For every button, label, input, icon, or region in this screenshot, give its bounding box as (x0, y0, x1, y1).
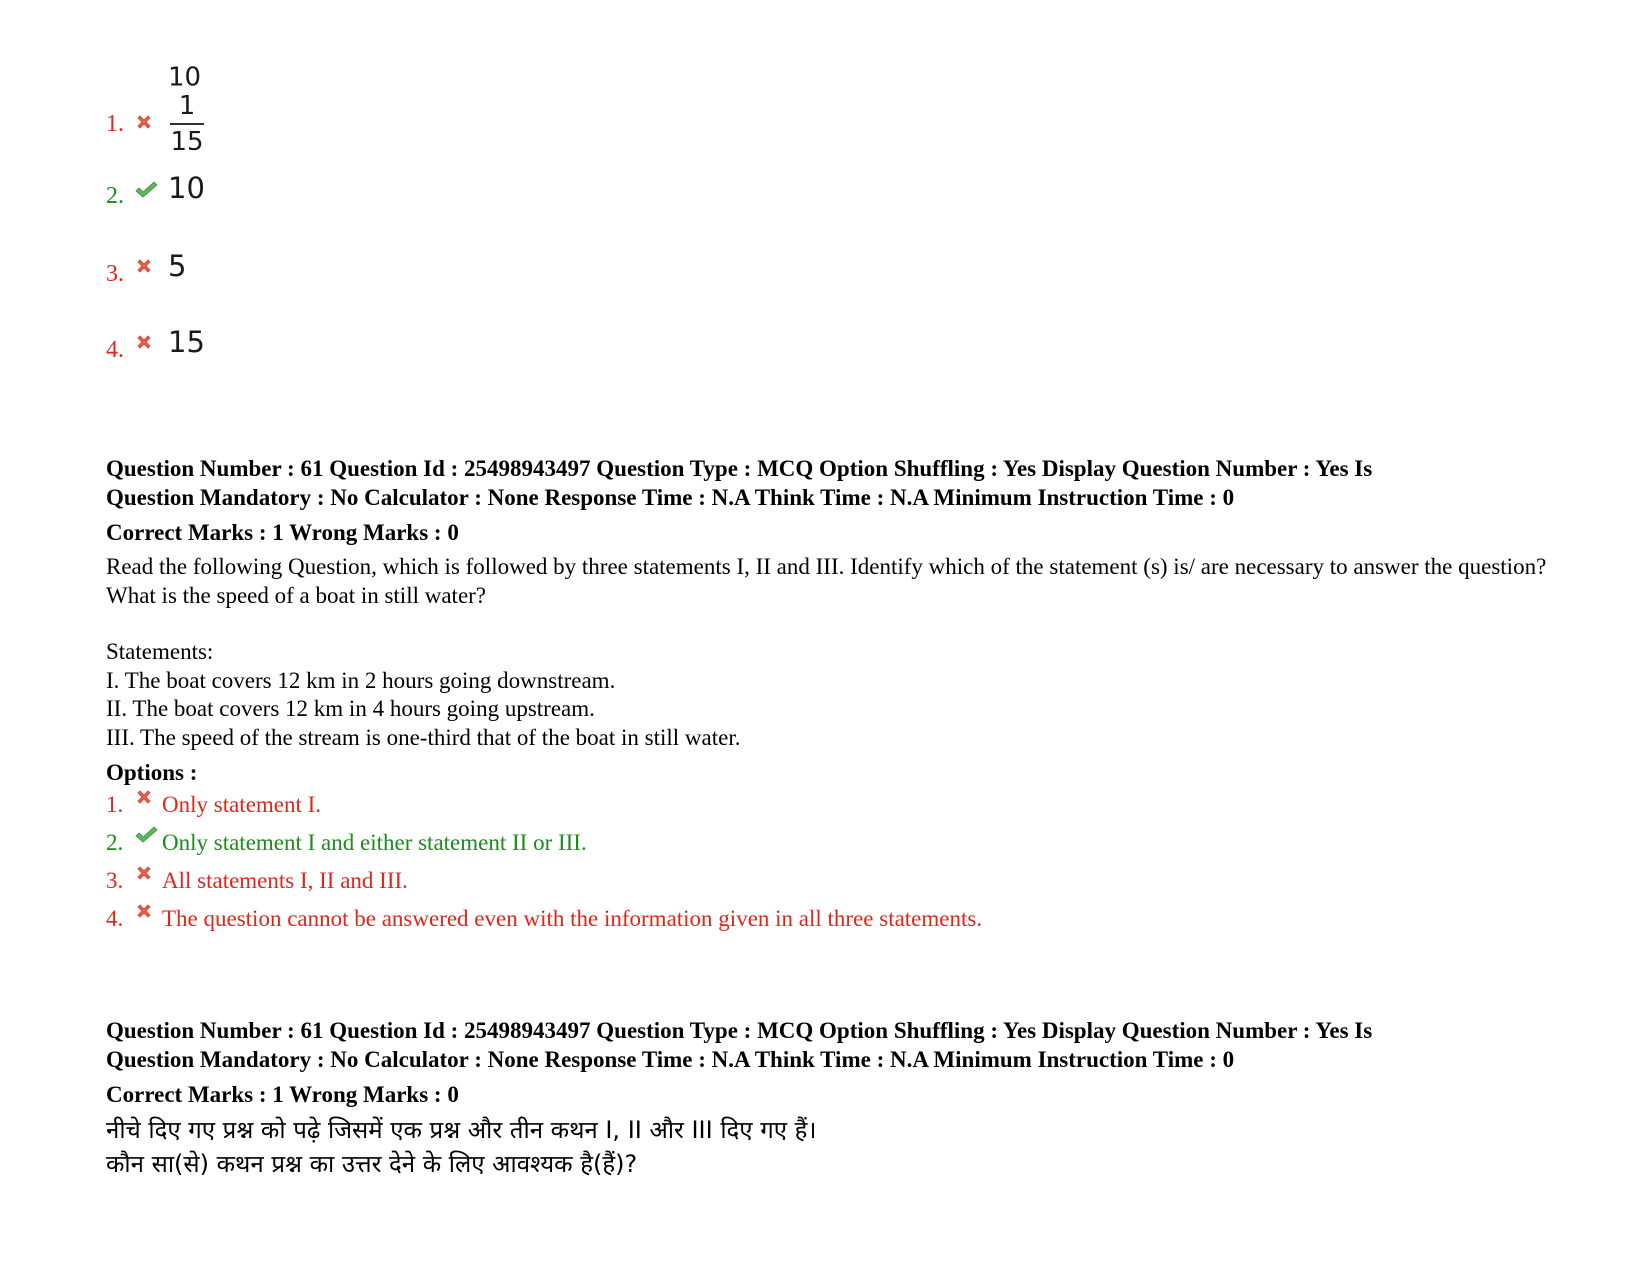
option-text: The question cannot be answered even with the information given in all three statements. (162, 906, 983, 931)
option-value (168, 62, 204, 155)
option-number: 2. (106, 830, 124, 855)
statement-2: II. The boat covers 12 km in 4 hours going upstream. (106, 696, 595, 721)
option-value: 5 (168, 249, 187, 283)
statement-1: I. The boat covers 12 km in 2 hours going downstream. (106, 667, 616, 693)
fraction (170, 90, 204, 157)
option-text: All statements I, II and III. (162, 868, 408, 893)
statements-label: Statements: (106, 639, 214, 664)
question-block-hindi (106, 1016, 1566, 1181)
question-text: What is the speed of a boat in still water? (106, 582, 487, 608)
hindi-prompt-line-1: नीचे दिए गए प्रश्न को पढ़े जिसमें एक प्रश्न और तीन कथन I, II और III दिए गए हैं। (106, 1116, 817, 1144)
mixed-number-whole: 10 (168, 62, 202, 93)
option-4 (106, 901, 1566, 939)
option-number: 1. (106, 792, 124, 817)
check-icon (134, 825, 158, 845)
option-1 (106, 787, 1566, 825)
question-meta-line-2: Question Mandatory : No Calculator : None Response Time : N.A Think Time : N.A Minimum Instruction Time : 0 (106, 485, 1235, 510)
cross-icon (134, 901, 154, 921)
cross-icon (134, 332, 154, 352)
statement-3: III. The speed of the stream is one-third that of the boat in still water. (106, 724, 741, 750)
option-number: 1. (106, 111, 124, 137)
option-number: 4. (106, 337, 124, 363)
question-prompt: Read the following Question, which is followed by three statements I, II and III. Identify which of the statement (s) is/ are necessary to answer the question? (106, 554, 1547, 579)
check-icon (134, 180, 158, 200)
option-3 (106, 863, 1566, 901)
cross-icon (134, 787, 154, 807)
option-text: Only statement I and either statement II or III. (162, 830, 587, 855)
fraction-bar (170, 123, 204, 125)
option-value: 15 (168, 325, 205, 359)
fraction-numerator: 1 (178, 90, 196, 121)
option-number: 3. (106, 868, 124, 893)
spacer (106, 610, 1566, 638)
option-2 (106, 825, 1566, 863)
marks-info: Correct Marks : 1 Wrong Marks : 0 (106, 1082, 459, 1107)
option-text: Only statement I. (162, 792, 322, 817)
marks-info: Correct Marks : 1 Wrong Marks : 0 (106, 520, 459, 545)
cross-icon (134, 112, 154, 132)
options-label: Options : (106, 760, 198, 785)
fraction-denominator: 15 (170, 126, 204, 157)
question-block-english (106, 454, 1566, 939)
question-meta-line-1: Question Number : 61 Question Id : 25498943497 Question Type : MCQ Option Shuffling : Yes Display Question Number : Yes Is (106, 1018, 1373, 1043)
cross-icon (134, 256, 154, 276)
cross-icon (134, 863, 154, 883)
option-number: 2. (106, 183, 124, 209)
option-number: 4. (106, 906, 124, 931)
question-meta-line-2: Question Mandatory : No Calculator : None Response Time : N.A Think Time : N.A Minimum Instruction Time : 0 (106, 1047, 1235, 1072)
option-value: 10 (168, 171, 205, 205)
hindi-prompt-line-2: कौन सा(से) कथन प्रश्न का उत्तर देने के लिए आवश्यक है(हैं)? (106, 1150, 638, 1178)
option-number: 3. (106, 261, 124, 287)
question-meta-line-1: Question Number : 61 Question Id : 25498943497 Question Type : MCQ Option Shuffling : Yes Display Question Number : Yes Is (106, 456, 1373, 481)
